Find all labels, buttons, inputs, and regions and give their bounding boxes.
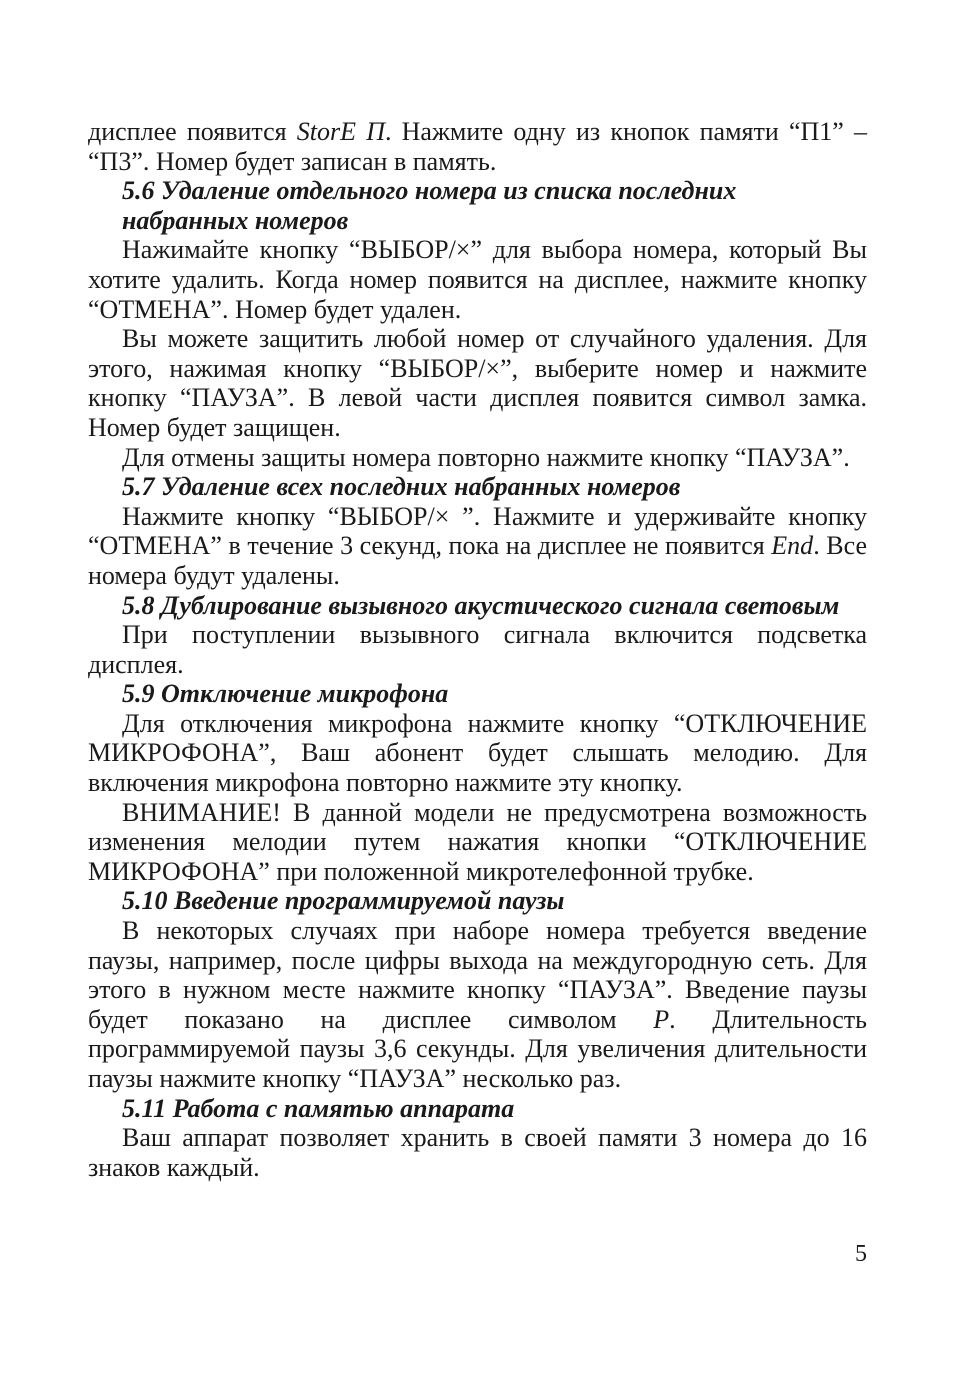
intro-text-a: дисплее появится [88,117,297,146]
section-5-8-heading [88,591,867,621]
section-5-11-number: 5.11 [122,1093,167,1123]
section-5-11-paragraph-1: Ваш аппарат позволяет хранить в своей памяти 3 номера до 16 знаков каждый. [88,1123,867,1182]
section-5-6-number: 5.6 [122,176,155,206]
section-5-9-heading [88,679,867,709]
section-5-9-title: Отключение микрофона [161,679,449,709]
intro-paragraph [88,117,867,176]
section-5-10-heading [88,886,867,916]
section-5-10-title: Введение программируемой паузы [174,886,565,916]
section-5-6-paragraph-3: Для отмены защиты номера повторно нажмите кнопку “ПАУЗА”. [122,442,850,472]
section-5-7-text-b: . Все номера будут удалены. [88,531,867,590]
section-5-7-heading [88,472,867,502]
section-5-9-number: 5.9 [122,679,155,709]
document-page [88,117,867,1182]
section-5-10-number: 5.10 [122,886,168,916]
section-5-6-paragraph-1: Нажимайте кнопку “ВЫБОР/×” для выбора номера, который Вы хотите удалить. Когда номер появится на дисплее, нажмите кнопку “ОТМЕНА”. Номер будет удален. [88,235,867,324]
section-5-8-number: 5.8 [122,590,155,620]
pause-symbol-text: P [653,1004,670,1034]
page-number: 5 [855,1241,867,1267]
section-5-9-paragraph-2: ВНИМАНИЕ! В данной модели не предусмотрена возможность изменения мелодии путем нажатия кнопки “ОТКЛЮЧЕНИЕ МИКРОФОНА” при положенной микротелефонной трубке. [88,797,867,886]
section-5-6-paragraph-2: Вы можете защитить любой номер от случайного удаления. Для этого, нажимая кнопку “ВЫБОР/×”, выберите номер и нажмите кнопку “ПАУЗА”. В левой части дисплея появится символ замка. Номер будет защищен. [88,324,867,442]
section-5-7-title: Удаление всех последних набранных номеров [161,472,681,502]
intro-text-b: . Нажмите одну из кнопок памяти “П1” – “П3”. Номер будет записан в память. [88,117,867,176]
section-5-11-title: Работа с памятью аппарата [172,1093,515,1123]
section-5-6-heading [88,176,867,235]
section-5-10-paragraph-1 [88,916,867,1094]
section-5-7-paragraph-1 [88,502,867,591]
section-5-8-title: Дублирование вызывного акустического сигнала световым [161,590,840,620]
section-5-7-text-a: Нажмите кнопку “ВЫБОР/× ”. Нажмите и удерживайте кнопку “ОТМЕНА” в течение 3 секунд, пока на дисплее не появится [88,501,867,561]
section-5-6-title: Удаление отдельного номера из списка последних набранных номеров [122,176,737,235]
section-5-10-text-a: В некоторых случаях при наборе номера требуется введение паузы, например, после цифры выхода на междугородную сеть. Для этого в нужном месте нажмите кнопку “ПАУЗА”. Введение паузы будет показано на дисплее символом [88,916,867,1034]
section-5-11-heading [88,1094,867,1124]
section-5-8-paragraph-1: При поступлении вызывного сигнала включится подсветка дисплея. [88,620,867,679]
store-display-text: StorE П [296,117,385,146]
section-5-9-paragraph-1: Для отключения микрофона нажмите кнопку “ОТКЛЮЧЕНИЕ МИКРОФОНА”, Ваш абонент будет слышать мелодию. Для включения микрофона повторно нажмите эту кнопку. [88,708,867,798]
end-display-text: End [771,531,814,561]
section-5-10-text-b: . Длительность программируемой паузы 3,6 секунды. Для увеличения длительности паузы нажмите кнопку “ПАУЗА” несколько раз. [88,1004,867,1093]
section-5-7-number: 5.7 [122,472,155,502]
